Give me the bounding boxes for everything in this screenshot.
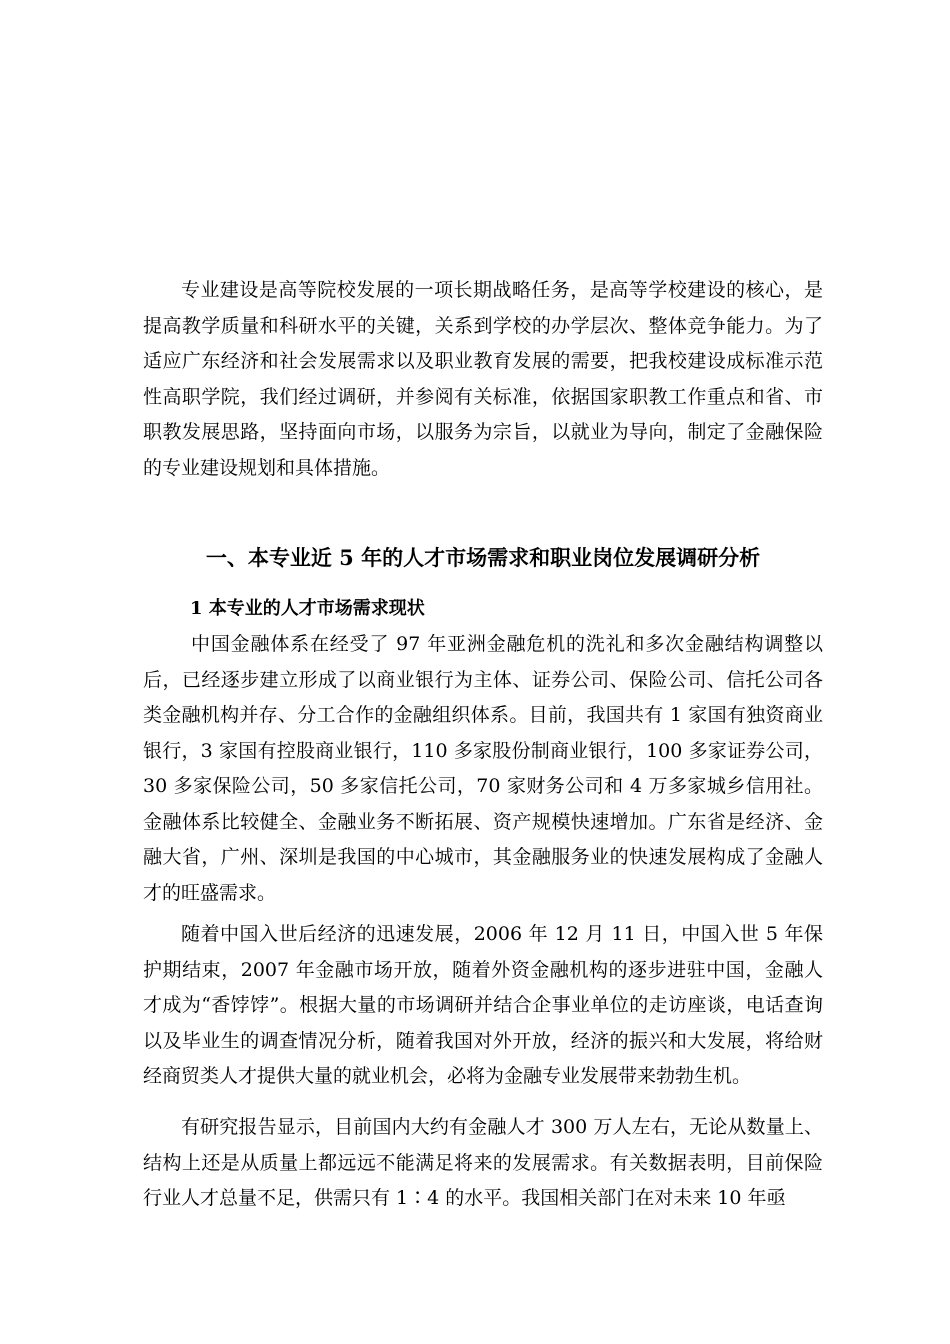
body-paragraph: 随着中国入世后经济的迅速发展，2006 年 12 月 11 日，中国入世 5 年保护期结束，2007 年金融市场开放，随着外资金融机构的逐步进驻中国，金融人才成为“香饽饽”。根据大量的市场调研并结合企事业单位的走访座谈，电话查询以及毕业生的调查情况分析，随着我国对外开放，经济的振兴和大发展，将给财经商贸类人才提供大量的就业机会，必将为金融专业发展带来勃勃生机。 bbox=[143, 923, 823, 1087]
subsection-heading: 1 本专业的人才市场需求现状 bbox=[190, 598, 425, 619]
intro-paragraph: 专业建设是高等院校发展的一项长期战略任务，是高等学校建设的核心，是提高教学质量和科研水平的关键，关系到学校的办学层次、整体竞争能力。为了适应广东经济和社会发展需求以及职业教育发展的需要，把我校建设成标准示范性高职学院，我们经过调研，并参阅有关标准，依据国家职教工作重点和省、市职教发展思路，坚持面向市场，以服务为宗旨，以就业为导向，制定了金融保险的专业建设规划和具体措施。 bbox=[143, 279, 823, 479]
body-paragraph: 中国金融体系在经受了 97 年亚洲金融危机的洗礼和多次金融结构调整以后，已经逐步建立形成了以商业银行为主体、证券公司、保险公司、信托公司各类金融机构并存、分工合作的金融组织体系。目前，我国共有 1 家国有独资商业银行，3 家国有控股商业银行，110 多家股份制商业银行，100 多家证券公司，30 多家保险公司，50 多家信托公司，70 家财务公司和 4 万多家城乡信用社。金融体系比较健全、金融业务不断拓展、资产规模快速增加。广东省是经济、金融大省，广州、深圳是我国的中心城市，其金融服务业的快速发展构成了金融人才的旺盛需求。 bbox=[143, 633, 823, 904]
section-heading: 一、本专业近 5 年的人才市场需求和职业岗位发展调研分析 bbox=[205, 545, 761, 570]
body-paragraph: 有研究报告显示，目前国内大约有金融人才 300 万人左右，无论从数量上、结构上还是从质量上都远远不能满足将来的发展需求。有关数据表明，目前保险行业人才总量不足，供需只有 1∶4 的水平。我国相关部门在对未来 10 年亟 bbox=[143, 1116, 823, 1209]
